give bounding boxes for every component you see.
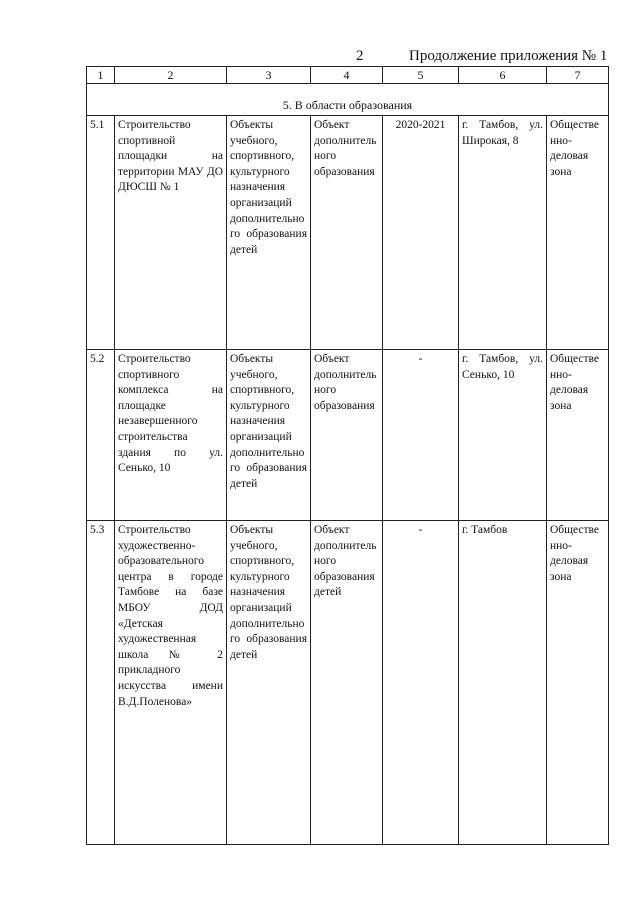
row-location: г. Тамбов, ул. Сенько, 10 <box>459 350 547 521</box>
column-number: 3 <box>227 67 311 84</box>
column-number: 6 <box>459 67 547 84</box>
row-period: - <box>383 521 459 845</box>
row-period: 2020-2021 <box>383 116 459 350</box>
row-zone: Общественно-деловая зона <box>547 116 609 350</box>
row-purpose: Объекты учебного, спортивного, культурного назначения организаций дополнительного образования детей <box>227 350 311 521</box>
page-header <box>0 48 640 68</box>
table-row <box>87 350 609 521</box>
table-row <box>87 116 609 350</box>
section-row <box>87 84 609 116</box>
column-number: 5 <box>383 67 459 84</box>
row-name: Строительство художественно-образовательного центра в городе Тамбове на базе МБОУ ДОД «Детская художественная школа № 2 прикладного искусства имени В.Д.Поленова» <box>115 521 227 845</box>
column-number: 2 <box>115 67 227 84</box>
row-object: Объект дополнительного образования детей <box>311 521 383 845</box>
row-number: 5.3 <box>87 521 115 845</box>
column-number: 1 <box>87 67 115 84</box>
row-purpose: Объекты учебного, спортивного, культурного назначения организаций дополнительного образования детей <box>227 521 311 845</box>
row-zone: Общественно-деловая зона <box>547 521 609 845</box>
row-location: г. Тамбов, ул. Широкая, 8 <box>459 116 547 350</box>
row-object: Объект дополнительного образования <box>311 116 383 350</box>
column-numbers-row <box>87 67 609 84</box>
row-name: Строительство спортивной площадки на территории МАУ ДО ДЮСШ № 1 <box>115 116 227 350</box>
appendix-table <box>86 66 609 845</box>
row-number: 5.2 <box>87 350 115 521</box>
row-name: Строительство спортивного комплекса на площадке незавершенного строительства здания по ул. Сенько, 10 <box>115 350 227 521</box>
row-purpose: Объекты учебного, спортивного, культурного назначения организаций дополнительного образования детей <box>227 116 311 350</box>
page-number: 2 <box>356 48 364 64</box>
column-number: 7 <box>547 67 609 84</box>
section-title: 5. В области образования <box>87 84 609 116</box>
row-location: г. Тамбов <box>459 521 547 845</box>
row-number: 5.1 <box>87 116 115 350</box>
row-object: Объект дополнительного образования <box>311 350 383 521</box>
column-number: 4 <box>311 67 383 84</box>
row-zone: Общественно-деловая зона <box>547 350 609 521</box>
table-row <box>87 521 609 845</box>
row-period: - <box>383 350 459 521</box>
continuation-title: Продолжение приложения № 1 <box>409 48 608 64</box>
